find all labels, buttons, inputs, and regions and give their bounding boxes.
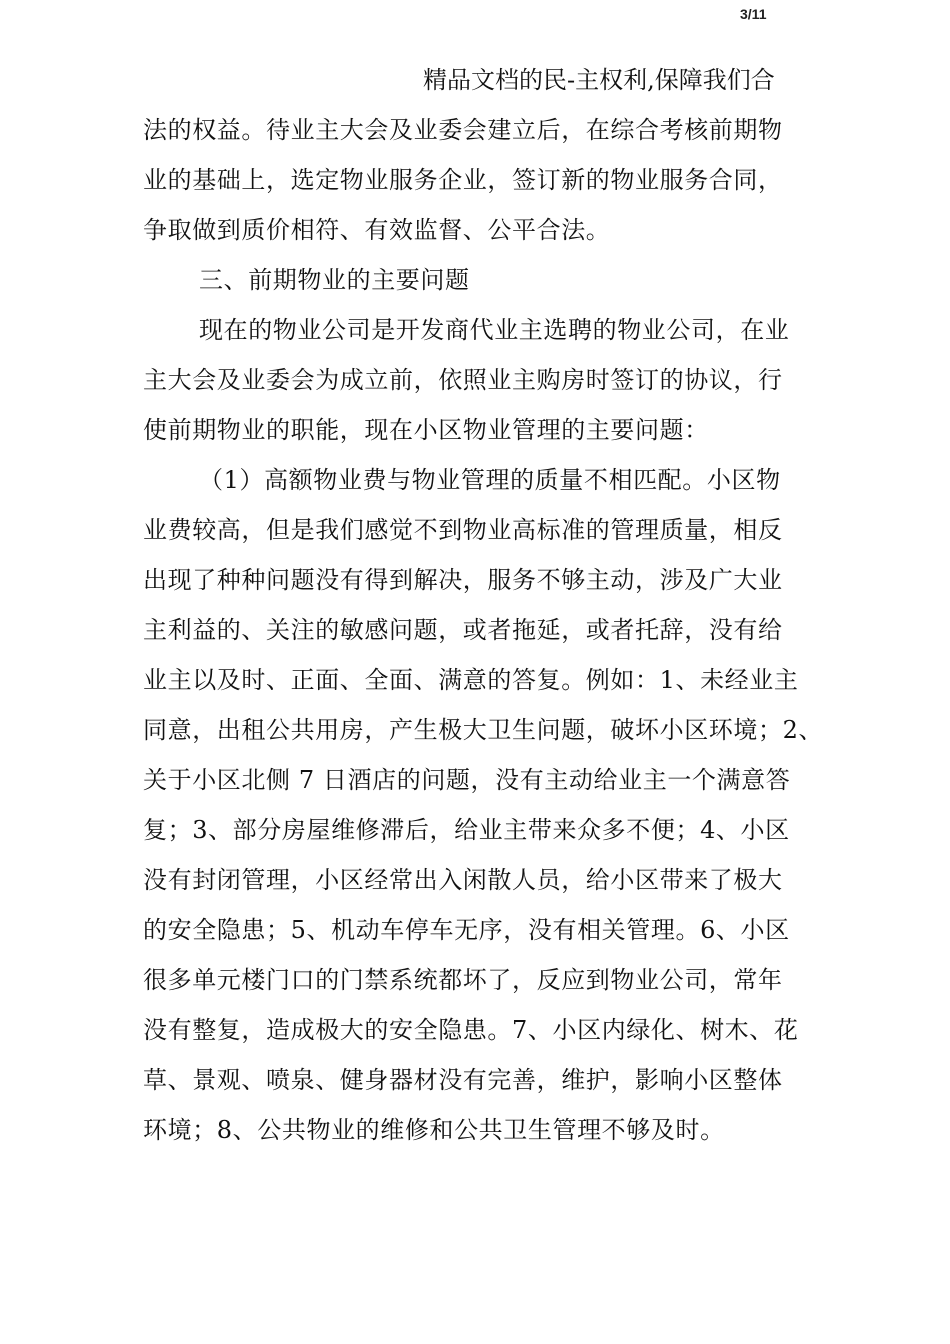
text-line: 同意，出租公共用房，产生极大卫生问题，破坏小区环境；2、 [143,716,824,744]
continued-header-line: 精品文档的民-主权利,保障我们合 [423,66,775,94]
page-number: 3/11 [740,6,767,22]
text-line: 业主以及时、正面、全面、满意的答复。例如：1、未经业主 [143,666,799,694]
text-line: 复；3、部分房屋维修滞后，给业主带来众多不便；4、小区 [143,816,790,844]
text-line: 很多单元楼门口的门禁系统都坏了，反应到物业公司，常年 [143,966,783,994]
text-line: 使前期物业的职能，现在小区物业管理的主要问题： [143,416,709,444]
text-line: 现在的物业公司是开发商代业主选聘的物业公司，在业 [199,316,790,344]
text-line: 业费较高，但是我们感觉不到物业高标准的管理质量，相反 [143,516,783,544]
text-line: 主大会及业委会为成立前，依照业主购房时签订的协议，行 [143,366,783,394]
text-line: 没有封闭管理，小区经常出入闲散人员，给小区带来了极大 [143,866,783,894]
text-line: 业的基础上，选定物业服务企业，签订新的物业服务合同， [143,166,783,194]
text-line: 的安全隐患；5、机动车停车无序，没有相关管理。6、小区 [143,916,790,944]
text-line: 草、景观、喷泉、健身器材没有完善，维护，影响小区整体 [143,1066,783,1094]
text-line: 法的权益。待业主大会及业委会建立后，在综合考核前期物 [143,116,783,144]
text-line: 主利益的、关注的敏感问题，或者拖延，或者托辞，没有给 [143,616,783,644]
text-line: （1）高额物业费与物业管理的质量不相匹配。小区物 [199,466,781,494]
text-line: 没有整复，造成极大的安全隐患。7、小区内绿化、树木、花 [143,1016,799,1044]
text-line: 关于小区北侧 7 日酒店的问题，没有主动给业主一个满意答 [143,766,791,794]
text-line: 争取做到质价相符、有效监督、公平合法。 [143,216,611,244]
text-line: 出现了种种问题没有得到解决，服务不够主动，涉及广大业 [143,566,783,594]
section-heading: 三、前期物业的主要问题 [199,266,470,294]
text-line: 环境；8、公共物业的维修和公共卫生管理不够及时。 [143,1116,725,1144]
